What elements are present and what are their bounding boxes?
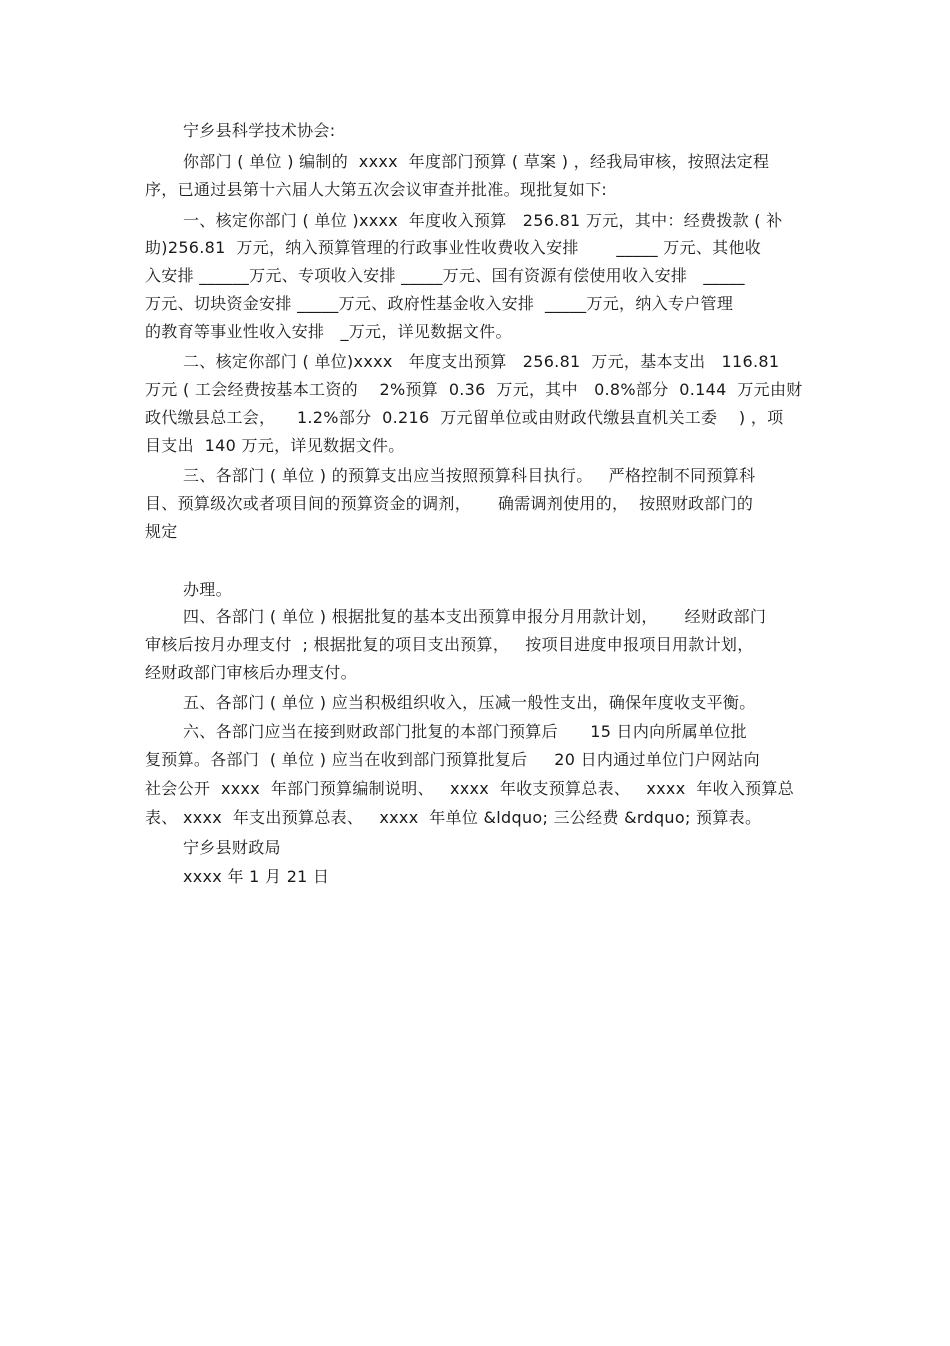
item2-line: 万元 ( 工会经费按基本工资的 2%预算 0.36 万元，其中 0.8%部分 0.144 万元由财 [145,380,803,399]
item4-line: 经财政部门审核后办理支付。 [145,663,357,682]
item3-continuation: 办理。 [183,580,232,599]
signature: 宁乡县财政局 [183,838,281,857]
intro-line: 序，已通过县第十六届人大第五次会议审查并批准。现批复如下: [145,180,608,199]
item1-line: 一、核定你部门 ( 单位 )xxxx 年度收入预算 256.81 万元，其中：经费拨款 ( 补 [183,211,783,230]
salutation: 宁乡县科学技术协会: [183,121,336,140]
item3-line: 规定 [145,522,178,541]
item6-line: 表、 xxxx 年支出预算总表、 xxxx 年单位 &ldquo; 三公经费 &rdquo; 预算表。 [145,808,762,827]
item2-line: 目支出 140 万元，详见数据文件。 [145,436,405,455]
item1-line: 万元、切块资金安排 _____万元、政府性基金收入安排 _____万元，纳入专户管理 [145,294,734,313]
date: xxxx 年 1 月 21 日 [183,867,330,886]
item4-line: 四、各部门 ( 单位 ) 根据批复的基本支出预算申报分月用款计划， 经财政部门 [183,607,767,626]
item1-line: 入安排 ______万元、专项收入安排 _____万元、国有资源有偿使用收入安排 _____ [145,266,745,285]
item2-line: 二、核定你部门 ( 单位)xxxx 年度支出预算 256.81 万元，基本支出 116.81 [183,352,780,371]
item6-line: 复预算。各部门 ( 单位 ) 应当在收到部门预算批复后 20 日内通过单位门户网站向 [145,750,760,769]
item5-line: 五、各部门 ( 单位 ) 应当积极组织收入，压减一般性支出，确保年度收支平衡。 [183,693,756,712]
intro-line: 你部门 ( 单位 ) 编制的 xxxx 年度部门预算 ( 草案 ) ，经我局审核，按照法定程 [183,152,770,171]
item1-line: 的教育等事业性收入安排 _万元，详见数据文件。 [145,322,512,341]
item2-line: 政代缴县总工会， 1.2%部分 0.216 万元留单位或由财政代缴县直机关工委 ) ，项 [145,408,784,427]
item6-line: 社会公开 xxxx 年部门预算编制说明、 xxxx 年收支预算总表、 xxxx 年收入预算总 [145,779,795,798]
item4-line: 审核后按月办理支付 ; 根据批复的项目支出预算， 按项目进度申报项目用款计划， [145,635,754,654]
item3-line: 三、各部门 ( 单位 ) 的预算支出应当按照预算科目执行。 严格控制不同预算科 [183,466,756,485]
item3-line: 目、预算级次或者项目间的预算资金的调剂， 确需调剂使用的， 按照财政部门的 [145,494,754,513]
item1-line: 助)256.81 万元，纳入预算管理的行政事业性收费收入安排 _____ 万元、其他收 [145,238,762,257]
item6-line: 六、各部门应当在接到财政部门批复的本部门预算后 15 日内向所属单位批 [183,722,747,741]
